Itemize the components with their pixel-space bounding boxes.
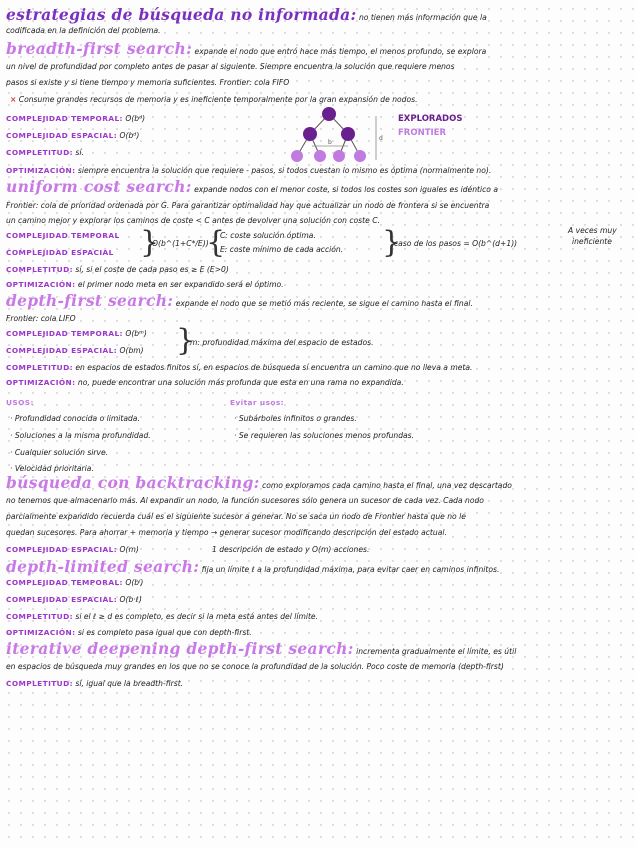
- ucs-completeness: [6, 265, 632, 275]
- dfs-avoid-item: · Subárboles infinitos o grandes.: [234, 414, 357, 423]
- bfs-time-complexity: [6, 114, 306, 124]
- bt-space-complexity: [6, 545, 196, 555]
- intro-text: no tienen más información que la: [356, 13, 487, 22]
- dfs-use-item: · Velocidad prioritaria.: [10, 464, 94, 473]
- depth-label: d: [379, 135, 383, 142]
- dls-sc-value: O(b·ℓ): [117, 595, 142, 604]
- bfs-tc-value: O(bᵈ): [122, 114, 146, 123]
- bt-line-4: quedan sucesores. Para ahorrar + memoria y tiempo → generar sucesor modificando descripción del estado actual.: [6, 528, 447, 537]
- bfs-opt-value: siempre encuentra la solución que requiere - pasos, si todos cuestan lo mismo es óptima (normalmente no).: [75, 166, 492, 175]
- bfs-optimality: [6, 166, 632, 176]
- dfs-avoid-heading: [230, 398, 632, 408]
- label-optimality: OPTIMIZACIÓN:: [6, 280, 76, 289]
- ucs-case-note: caso de los pasos = O(b^(d+1)): [394, 239, 518, 248]
- bt-intro: como exploramos cada camino hasta el final, una vez descartado: [259, 481, 512, 490]
- label-completeness: COMPLETITUD:: [6, 148, 73, 157]
- intro-line-2: codificada en la definición del problema.: [6, 26, 161, 35]
- ucs-space-label: [6, 248, 156, 258]
- label-optimality: OPTIMIZACIÓN:: [6, 628, 76, 637]
- label-space-complexity: COMPLEJIDAD ESPACIAL:: [6, 346, 118, 355]
- label-time-complexity: COMPLEJIDAD TEMPORAL: [6, 231, 120, 240]
- dfs-completeness: [6, 363, 632, 373]
- ucs-line-3: un camino mejor y explorar los caminos de coste < C antes de devolver una solución con coste C.: [6, 216, 380, 225]
- label-optimality: OPTIMIZACIÓN:: [6, 166, 76, 175]
- label-space-complexity: COMPLEJIDAD ESPACIAL:: [6, 545, 118, 554]
- label-completeness: COMPLETITUD:: [6, 265, 73, 274]
- ids-intro: incrementa gradualmente el límite, es útil: [353, 647, 517, 656]
- dls-intro: fija un límite ℓ a la profundidad máxima, para evitar caer en caminos infinitos.: [199, 565, 500, 574]
- brace: }: [176, 323, 196, 358]
- frontier-node: [291, 150, 303, 162]
- intro-heading-line: [6, 6, 632, 27]
- dfs-sc-value: O(bm): [117, 346, 144, 355]
- explored-node: [341, 127, 355, 141]
- dfs-optimality: [6, 378, 632, 388]
- ucs-heading-line: [6, 178, 632, 199]
- label-optimality: OPTIMIZACIÓN:: [6, 378, 76, 387]
- section-title-ucs: uniform cost search:: [6, 178, 192, 196]
- bt-sc-value: O(m): [117, 545, 139, 554]
- bfs-intro: expande el nodo que entró hace más tiempo, el menos profundo, se explora: [192, 47, 487, 56]
- ids-heading-line: [6, 640, 632, 661]
- dfs-opt-value: no, puede encontrar una solución más profunda que esta en una rama no expandida.: [75, 378, 404, 387]
- dfs-uses-heading: [6, 398, 216, 408]
- bfs-sc-value: O(bᵈ): [117, 131, 140, 140]
- bfs-tree-diagram: [282, 104, 392, 168]
- bt-line-2: no tenemos que almacenarlo más. Al expandir un nodo, la función sucesores sólo genera un sucesor de cada vez. Cada nodo: [6, 496, 484, 505]
- dls-heading-line: [6, 558, 632, 579]
- bt-line-3: parcialmente expandido recuerda cuál es el siguiente sucesor a generar. No se saca un nodo de Frontier hasta que no le: [6, 512, 466, 521]
- bfs-completeness: [6, 148, 306, 158]
- dfs-space-complexity: [6, 346, 196, 356]
- ucs-comp-value: sí, si el coste de cada paso es ≥ E (E>0): [72, 265, 229, 274]
- legend-explored: EXPLORADOS: [398, 114, 463, 124]
- section-title-bfs: breadth-first search:: [6, 40, 193, 58]
- label-completeness: COMPLETITUD:: [6, 679, 73, 688]
- label-space-complexity: COMPLEJIDAD ESPACIAL:: [6, 595, 118, 604]
- dfs-avoid-item: · Se requieren las soluciones menos profundas.: [234, 431, 415, 440]
- bfs-heading-line: [6, 40, 632, 61]
- bt-note: 1 descripción de estado y O(m) acciones.: [212, 545, 370, 554]
- section-title-backtracking: búsqueda con backtracking:: [6, 474, 260, 492]
- label-time-complexity: COMPLEJIDAD TEMPORAL:: [6, 114, 123, 123]
- frontier-node: [333, 150, 345, 162]
- label-completeness: COMPLETITUD:: [6, 363, 73, 372]
- dls-time-complexity: [6, 578, 196, 588]
- bfs-space-complexity: [6, 131, 306, 141]
- label-time-complexity: COMPLEJIDAD TEMPORAL:: [6, 578, 123, 587]
- ucs-complexity-value: O(b^(1+C*/E)): [152, 239, 209, 248]
- ids-line-2: en espacios de búsqueda muy grandes en los que no se conoce la profundidad de la solución. Poco coste de memoria (depth-first): [6, 662, 504, 671]
- ucs-e-note: E: coste mínimo de cada acción.: [220, 245, 344, 254]
- section-title-uninformed: estrategias de búsqueda no informada:: [6, 6, 357, 24]
- ucs-intro: expande nodos con el menor coste, si todos los costes son iguales es idéntico a: [191, 185, 498, 194]
- branch-factor-label: b: [328, 139, 332, 146]
- ucs-side-note-1: A veces muy: [568, 226, 617, 235]
- dfs-use-item: · Cualquier solución sirve.: [10, 448, 109, 457]
- dls-tc-value: O(bˡ): [122, 578, 144, 587]
- explored-node: [303, 127, 317, 141]
- ucs-time-label: [6, 231, 156, 241]
- label-space-complexity: COMPLEJIDAD ESPACIAL:: [6, 131, 118, 140]
- dls-comp-value: si el ℓ ≥ d es completo, es decir si la meta está antes del límite.: [72, 612, 319, 621]
- dls-opt-value: si es completo pasa igual que con depth-first.: [75, 628, 252, 637]
- label-uses: USOS:: [6, 398, 34, 407]
- brace: }: [140, 225, 160, 260]
- ids-comp-value: sí, igual que la breadth-first.: [72, 679, 184, 688]
- explored-node: [322, 107, 336, 121]
- dls-optimality: [6, 628, 632, 638]
- label-avoid-uses: Evitar usos:: [230, 398, 285, 407]
- dfs-use-item: · Profundidad conocida o limitada.: [10, 414, 140, 423]
- dfs-use-item: · Soluciones a la misma profundidad.: [10, 431, 151, 440]
- dfs-frontier: Frontier: cola LIFO: [6, 314, 76, 323]
- dfs-heading-line: [6, 292, 632, 313]
- ucs-opt-value: el primer nodo meta en ser expandido será el óptimo.: [75, 280, 284, 289]
- dfs-tc-value: O(bᵐ): [122, 329, 147, 338]
- ucs-line-2: Frontier: cola de prioridad ordenada por G. Para garantizar optimalidad hay que actualizar un nodo de frontera si se encuentra: [6, 201, 490, 210]
- ucs-c-note: C: coste solución óptima.: [220, 231, 316, 240]
- section-title-dfs: depth-first search:: [6, 292, 174, 310]
- frontier-node: [314, 150, 326, 162]
- dfs-time-complexity: [6, 329, 196, 339]
- bfs-comp-value: sí.: [72, 148, 84, 157]
- dfs-comp-value: en espacios de estados finitos sí, en espacios de búsqueda sí encuentra un camino que no lleva a meta.: [72, 363, 473, 372]
- ids-completeness: [6, 679, 632, 689]
- label-completeness: COMPLETITUD:: [6, 612, 73, 621]
- dls-space-complexity: [6, 595, 196, 605]
- label-time-complexity: COMPLEJIDAD TEMPORAL:: [6, 329, 123, 338]
- dfs-intro: expande el nodo que se metió más reciente, se sigue el camino hasta el final.: [173, 299, 473, 308]
- legend-frontier: FRONTIER: [398, 128, 447, 138]
- ucs-side-note-2: ineficiente: [572, 237, 612, 246]
- dls-completeness: [6, 612, 632, 622]
- section-title-dls: depth-limited search:: [6, 558, 200, 576]
- bfs-line-2: un nivel de profundidad por completo antes de pasar al siguiente. Siempre encuentra la solución que requiere menos: [6, 62, 455, 71]
- bfs-con-text: Consume grandes recursos de memoria y es ineficiente temporalmente por la gran expansión de nodos.: [18, 95, 418, 104]
- frontier-node: [354, 150, 366, 162]
- brace: }: [382, 225, 402, 260]
- bfs-line-3: pasos si existe y si tiene tiempo y memoria suficientes. Frontier: cola FIFO: [6, 78, 290, 87]
- label-space-complexity: COMPLEJIDAD ESPACIAL: [6, 248, 114, 257]
- ucs-optimality: [6, 280, 632, 290]
- section-title-ids: iterative deepening depth-first search:: [6, 640, 354, 658]
- bt-heading-line: [6, 474, 632, 495]
- dfs-m-note: m: profundidad máxima del espacio de estados.: [190, 338, 374, 347]
- brace: }: [206, 225, 226, 260]
- cross-mark-icon: ×: [10, 95, 17, 104]
